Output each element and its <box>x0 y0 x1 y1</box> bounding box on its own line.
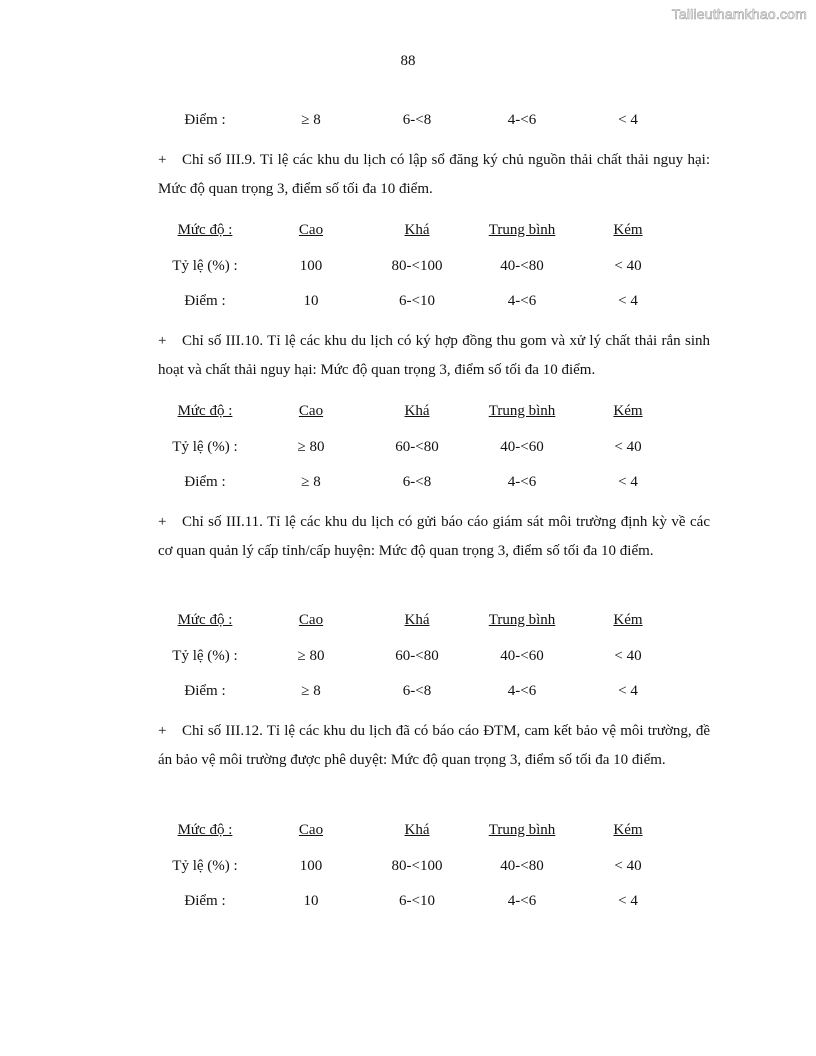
cell-cao: 10 <box>303 293 319 309</box>
table-row-ratio <box>0 646 816 666</box>
cell-kha: 6-<10 <box>399 893 435 909</box>
table-row-ratio <box>0 856 816 876</box>
row-label: Điểm : <box>184 893 226 909</box>
cell-kha: 60-<80 <box>395 648 439 664</box>
cell-kha: 80-<100 <box>391 258 443 274</box>
header-cao: Cao <box>298 403 324 419</box>
header-trung-binh: Trung bình <box>488 822 556 838</box>
header-kem: Kém <box>613 822 643 838</box>
page-number: 88 <box>400 53 416 69</box>
cell-kha: 6-<8 <box>402 112 432 128</box>
cell-trung-binh: 4-<6 <box>507 293 537 309</box>
indicator-text: Chỉ số III.11. Tỉ lệ các khu du lịch có gửi báo cáo giám sát môi trường định kỳ về các cơ quan quản lý cấp tỉnh/cấp huyện: Mức độ quan trọng 3, điểm số tối đa 10 điểm. <box>158 514 710 559</box>
table-row-ratio <box>0 437 816 457</box>
header-kha: Khá <box>404 822 430 838</box>
header-trung-binh: Trung bình <box>488 403 556 419</box>
cell-trung-binh: 4-<6 <box>507 474 537 490</box>
plus-bullet: + <box>158 152 167 168</box>
row-label: Điểm : <box>184 293 226 309</box>
cell-cao: 10 <box>303 893 319 909</box>
watermark-text: Tailieuthamkhao.com <box>671 6 807 22</box>
cell-kem: < 40 <box>614 258 642 274</box>
cell-kem: < 4 <box>618 683 638 699</box>
cell-kem: < 4 <box>618 293 638 309</box>
cell-trung-binh: 40-<80 <box>500 858 544 874</box>
table-header-row <box>0 220 816 240</box>
cell-trung-binh: 40-<60 <box>500 648 544 664</box>
cell-kem: < 40 <box>614 439 642 455</box>
header-muc-do: Mức độ : <box>177 612 233 628</box>
indicator-paragraph <box>158 508 710 566</box>
table-row-score <box>0 291 816 311</box>
cell-kem: < 4 <box>618 893 638 909</box>
row-label: Tỷ lệ (%) : <box>172 258 238 274</box>
cell-kha: 6-<10 <box>399 293 435 309</box>
table-row-score <box>0 681 816 701</box>
cell-trung-binh: 40-<80 <box>500 258 544 274</box>
header-cao: Cao <box>298 822 324 838</box>
cell-kha: 60-<80 <box>395 439 439 455</box>
indicator-text: Chỉ số III.9. Tỉ lệ các khu du lịch có lập sổ đăng ký chủ nguồn thải chất thải nguy hại: Mức độ quan trọng 3, điểm số tối đa 10 điểm. <box>158 152 710 197</box>
header-kha: Khá <box>404 403 430 419</box>
plus-bullet: + <box>158 723 167 739</box>
row-label: Tỷ lệ (%) : <box>172 858 238 874</box>
indicator-text: Chỉ số III.12. Tỉ lệ các khu du lịch đã có báo cáo ĐTM, cam kết bảo vệ môi trường, đề án bảo vệ môi trường được phê duyệt: Mức độ quan trọng 3, điểm số tối đa 10 điểm. <box>158 723 710 768</box>
cell-kem: < 4 <box>618 112 638 128</box>
cell-trung-binh: 4-<6 <box>507 893 537 909</box>
indicator-paragraph <box>158 717 710 775</box>
header-kha: Khá <box>404 222 430 238</box>
cell-kem: < 40 <box>614 648 642 664</box>
row-label: Điểm : <box>184 474 226 490</box>
cell-kha: 6-<8 <box>402 474 432 490</box>
table-header-row <box>0 610 816 630</box>
cell-kha: 6-<8 <box>402 683 432 699</box>
table-row-ratio <box>0 256 816 276</box>
table-row-score <box>0 891 816 911</box>
indicator-paragraph <box>158 146 710 204</box>
cell-cao: ≥ 80 <box>297 648 325 664</box>
cell-kem: < 4 <box>618 474 638 490</box>
cell-kha: 80-<100 <box>391 858 443 874</box>
header-trung-binh: Trung bình <box>488 222 556 238</box>
cell-cao: ≥ 8 <box>301 683 321 699</box>
cell-cao: ≥ 8 <box>301 112 321 128</box>
header-kha: Khá <box>404 612 430 628</box>
header-kem: Kém <box>613 222 643 238</box>
row-label: Tỷ lệ (%) : <box>172 648 238 664</box>
cell-cao: 100 <box>299 858 323 874</box>
indicator-text: Chỉ số III.10. Tỉ lệ các khu du lịch có ký hợp đồng thu gom và xử lý chất thải rắn sinh hoạt và chất thải nguy hại: Mức độ quan trọng 3, điểm số tối đa 10 điểm. <box>158 333 710 378</box>
header-kem: Kém <box>613 612 643 628</box>
header-muc-do: Mức độ : <box>177 222 233 238</box>
table-header-row <box>0 401 816 421</box>
table-row-top-score <box>0 110 816 130</box>
header-cao: Cao <box>298 222 324 238</box>
header-muc-do: Mức độ : <box>177 822 233 838</box>
row-label: Điểm : <box>184 112 226 128</box>
cell-trung-binh: 4-<6 <box>507 112 537 128</box>
cell-cao: ≥ 8 <box>301 474 321 490</box>
row-label: Tỷ lệ (%) : <box>172 439 238 455</box>
plus-bullet: + <box>158 514 167 530</box>
cell-trung-binh: 4-<6 <box>507 683 537 699</box>
header-cao: Cao <box>298 612 324 628</box>
header-muc-do: Mức độ : <box>177 403 233 419</box>
cell-cao: ≥ 80 <box>297 439 325 455</box>
table-row-score <box>0 472 816 492</box>
table-header-row <box>0 820 816 840</box>
plus-bullet: + <box>158 333 167 349</box>
cell-cao: 100 <box>299 258 323 274</box>
row-label: Điểm : <box>184 683 226 699</box>
header-trung-binh: Trung bình <box>488 612 556 628</box>
header-kem: Kém <box>613 403 643 419</box>
cell-kem: < 40 <box>614 858 642 874</box>
cell-trung-binh: 40-<60 <box>500 439 544 455</box>
indicator-paragraph <box>158 327 710 385</box>
